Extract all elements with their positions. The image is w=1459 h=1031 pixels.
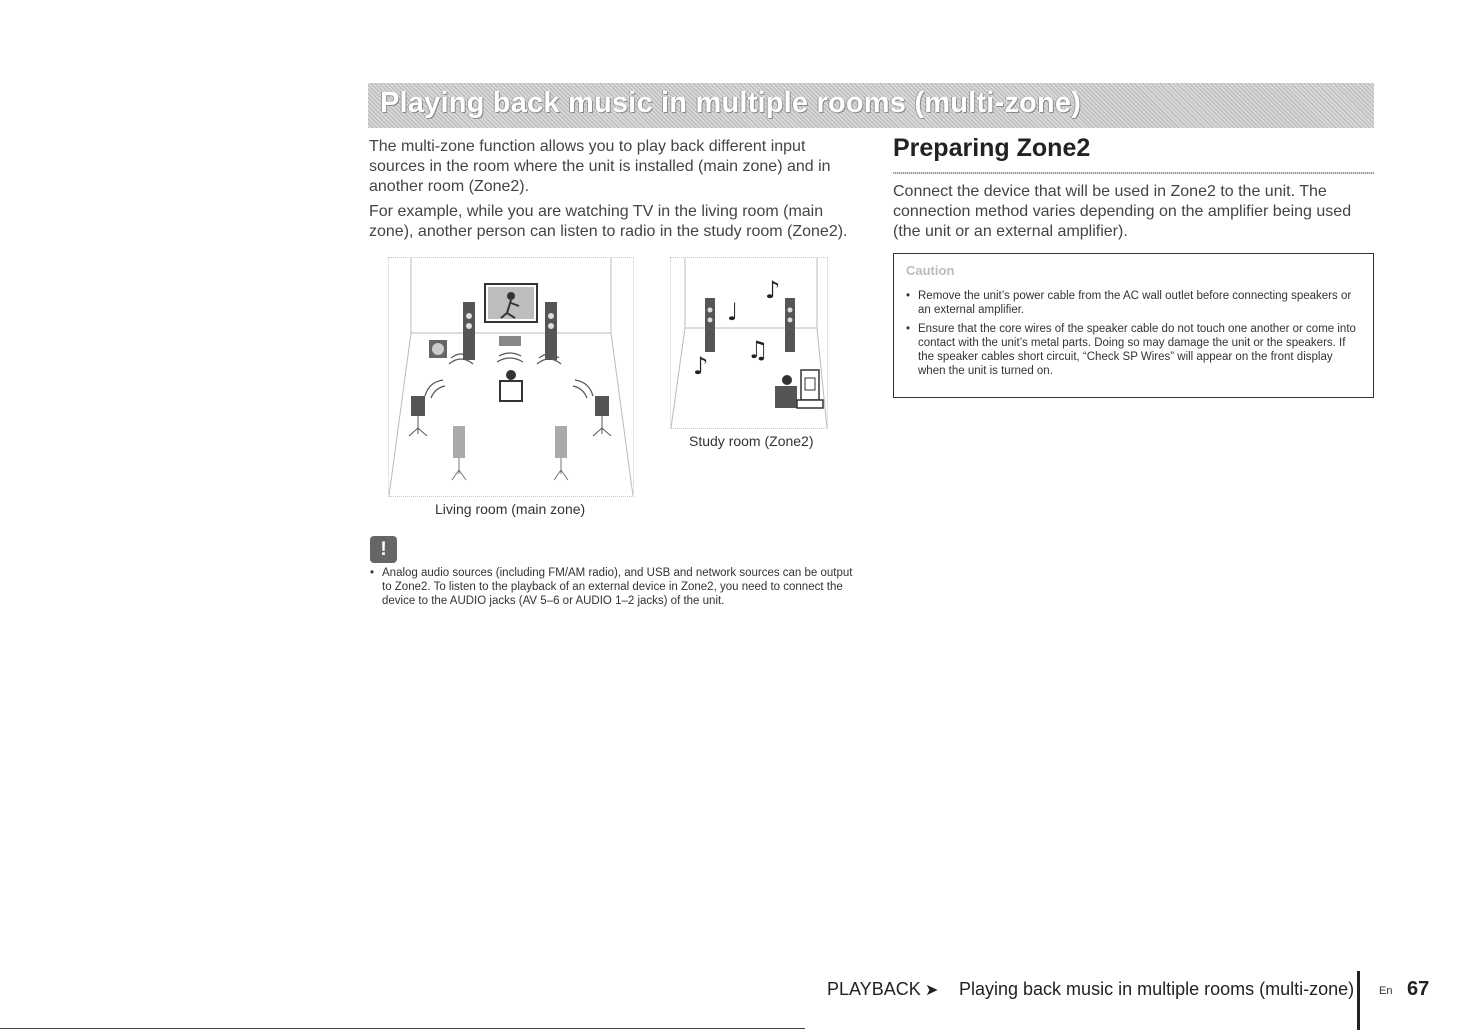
svg-text:♪: ♪ — [765, 276, 781, 304]
svg-text:♪: ♪ — [693, 352, 709, 380]
caution-title: Caution — [906, 263, 955, 278]
surround-left-speaker-icon — [409, 396, 427, 436]
surround-right-speaker-icon — [593, 396, 611, 436]
intro-paragraph-2: For example, while you are watching TV in the living room (main zone), another person can listen to radio in the study room (Zone2). — [369, 203, 848, 240]
desk-listener-icon — [775, 370, 823, 408]
caution-list — [906, 289, 1358, 383]
subwoofer-icon — [429, 340, 447, 358]
study-room-drawing — [671, 258, 827, 428]
svg-text:♩: ♩ — [727, 298, 739, 326]
footer-page-title-link[interactable]: Playing back music in multiple rooms (multi-zone) — [959, 979, 1355, 999]
footer-divider — [1357, 971, 1360, 1030]
caution-item: • Ensure that the core wires of the speaker cable do not touch one another or come into contact with the unit’s metal parts. Doing so may damage the unit or the speakers. If the speaker cables short circuit, “Check SP Wires” will appear on the front display when the unit is turned on. — [906, 322, 1358, 378]
front-right-speaker-icon — [545, 302, 557, 360]
page-title: Playing back music in multiple rooms (multi-zone) — [380, 87, 1082, 119]
heading-divider — [893, 172, 1374, 174]
page-number: 67 — [1407, 978, 1430, 1000]
study-room-illustration — [670, 257, 828, 429]
note-list — [370, 566, 860, 613]
exclamation-icon: ! — [370, 536, 397, 563]
caution-box — [893, 253, 1374, 398]
language-label: En — [1379, 985, 1393, 997]
footer-section-link[interactable]: PLAYBACK — [827, 979, 921, 999]
rear-right-speaker-icon — [554, 426, 568, 480]
bottom-rule — [0, 1028, 805, 1029]
section-banner — [368, 83, 1374, 128]
intro-paragraph-1: The multi-zone function allows you to play back different input sources in the room where the unit is installed (main zone) and in another room (Zone2). — [369, 138, 831, 195]
note-item: • Analog audio sources (including FM/AM radio), and USB and network sources can be output to Zone2. To listen to the playback of an external device in Zone2, you need to connect the device to the AUDIO jacks (AV 5–6 or AUDIO 1–2 jacks) of the unit. — [370, 566, 860, 608]
front-left-speaker-icon — [463, 302, 475, 360]
study-room-caption: Study room (Zone2) — [689, 433, 814, 449]
rear-left-speaker-icon — [452, 426, 466, 480]
preparing-text: Connect the device that will be used in Zone2 to the unit. The connection method varies depending on the amplifier being used (the unit or an external amplifier). — [893, 183, 1352, 240]
section-heading: Preparing Zone2 — [893, 134, 1091, 162]
living-room-illustration — [388, 257, 634, 497]
zone2-left-speaker-icon — [705, 298, 715, 352]
listener-seat-icon — [500, 370, 522, 401]
svg-text:♫: ♫ — [747, 336, 769, 364]
living-room-drawing — [389, 258, 633, 496]
intro-text — [369, 137, 859, 247]
living-room-caption: Living room (main zone) — [435, 501, 586, 517]
caution-item: • Remove the unit’s power cable from the AC wall outlet before connecting speakers or an external amplifier. — [906, 289, 1358, 317]
arrow-right-icon: ➤ — [925, 982, 939, 999]
zone2-right-speaker-icon — [785, 298, 795, 352]
av-receiver-icon — [499, 336, 521, 346]
